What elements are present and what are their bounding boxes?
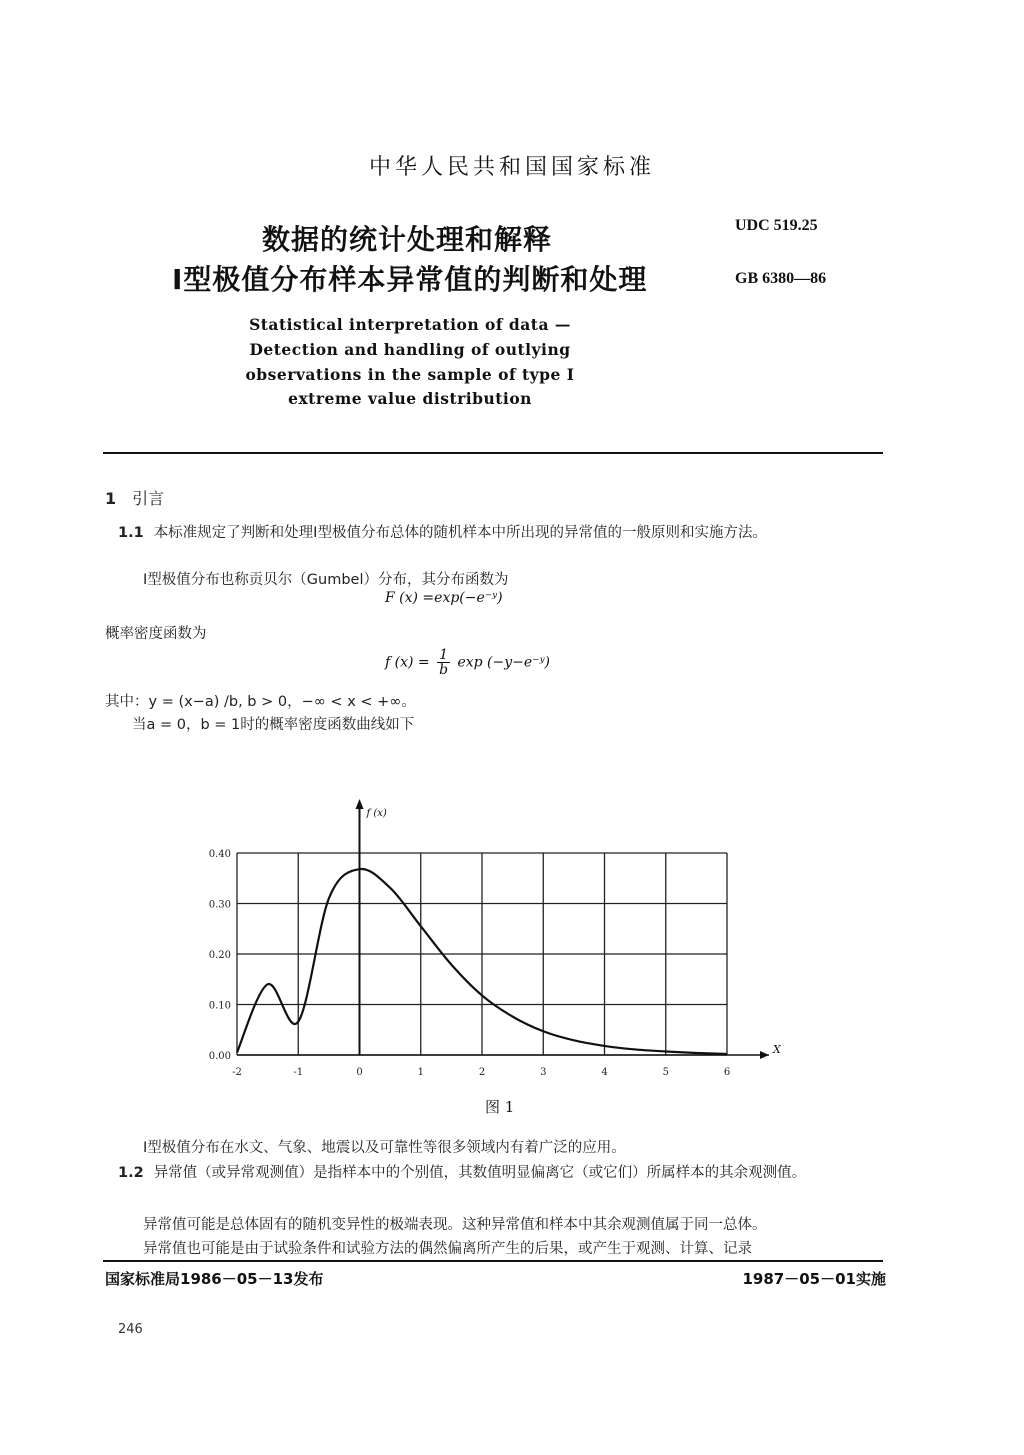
outlier-paragraph-1: 异常值可能是总体固有的随机变异性的极端表现。这种异常值和样本中其余观测值属于同一总体。 <box>143 1217 767 1233</box>
english-title-line2: Detection and handling of outlying <box>249 340 571 359</box>
density-chart <box>195 795 795 1085</box>
x-axis-label: X <box>773 1043 781 1056</box>
paragraph-1-2 <box>108 1160 888 1186</box>
chart-axes <box>237 799 782 1059</box>
clause-text: 异常值（或异常观测值）是指样本中的个别值，其数值明显偏离它（或它们）所属样本的其余观测值。 <box>153 1165 807 1181</box>
clause-number: 1.2 <box>118 1165 144 1181</box>
section-title: 引言 <box>132 489 165 508</box>
figure-caption: 图 1 <box>485 1098 515 1116</box>
top-divider <box>103 452 883 454</box>
y-tick-label: 0.20 <box>208 950 231 961</box>
fraction-denominator: b <box>439 662 449 678</box>
x-tick-label: 3 <box>540 1067 547 1078</box>
y-tick-label: 0.10 <box>208 1000 231 1012</box>
x-axis-arrow-icon <box>760 1051 769 1059</box>
fraction-numerator: 1 <box>439 647 449 663</box>
y-tick-label: 0.00 <box>208 1051 231 1062</box>
page-number: 246 <box>118 1322 143 1337</box>
applications-paragraph: I型极值分布在水文、气象、地震以及可靠性等很多领域内有着广泛的应用。 <box>143 1140 626 1156</box>
gumbel-paragraph: I型极值分布也称贡贝尔（Gumbel）分布，其分布函数为 <box>143 572 509 588</box>
fraction <box>437 648 450 677</box>
bottom-divider <box>103 1260 883 1262</box>
english-title-line4: extreme value distribution <box>288 389 532 408</box>
density-function-equation <box>385 648 550 677</box>
paragraph-1-1 <box>108 520 888 546</box>
equation-lhs: f (x) = <box>385 654 430 671</box>
x-tick-label: 1 <box>417 1067 424 1078</box>
clause-text: 本标准规定了判断和处理I型极值分布总体的随机样本中所出现的异常值的一般原则和实施方法。 <box>153 525 767 541</box>
density-label: 概率密度函数为 <box>105 626 207 642</box>
x-tick-label: -2 <box>232 1067 242 1078</box>
section-number: 1 <box>105 489 117 508</box>
chart-tick-labels <box>209 849 730 1078</box>
outlier-paragraph-2: 异常值也可能是由于试验条件和试验方法的偶然偏离所产生的后果，或产生于观测、计算、记录 <box>143 1241 752 1257</box>
standard-header: 中华人民共和国国家标准 <box>368 155 655 180</box>
x-tick-label: 5 <box>662 1067 669 1078</box>
document-title-line1: 数据的统计处理和解释 <box>262 223 553 256</box>
distribution-function-equation: F (x) =exp(−e⁻ʸ) <box>385 590 503 606</box>
x-tick-label: 0 <box>356 1067 363 1078</box>
y-axis-arrow-icon <box>356 799 364 809</box>
gb-code: GB 6380—86 <box>735 270 827 287</box>
chart-grid <box>237 853 727 1055</box>
section-heading <box>105 486 164 509</box>
x-tick-label: 6 <box>723 1067 731 1078</box>
where-clause: 其中：y = (x−a) /b, b > 0，−∞ < x < +∞。 <box>105 694 416 710</box>
issue-date: 国家标准局1986－05－13发布 <box>105 1270 324 1288</box>
udc-code: UDC 519.25 <box>735 217 818 234</box>
y-axis-label: f (x) <box>366 808 387 819</box>
implementation-date: 1987－05－01实施 <box>742 1270 886 1288</box>
clause-number: 1.1 <box>118 525 144 541</box>
x-tick-label: -1 <box>293 1067 304 1078</box>
x-tick-label: 2 <box>478 1067 486 1078</box>
document-title-line2: I型极值分布样本异常值的判断和处理 <box>172 263 648 296</box>
english-title-line3: observations in the sample of type I <box>245 365 575 384</box>
english-title-line1: Statistical interpretation of data — <box>249 315 571 334</box>
curve-intro: 当a = 0，b = 1时的概率密度函数曲线如下 <box>132 717 415 733</box>
x-tick-label: 4 <box>601 1067 608 1078</box>
y-tick-label: 0.40 <box>208 849 231 860</box>
equation-rhs: exp (−y−e⁻ʸ) <box>457 654 551 671</box>
y-tick-label: 0.30 <box>208 899 231 911</box>
